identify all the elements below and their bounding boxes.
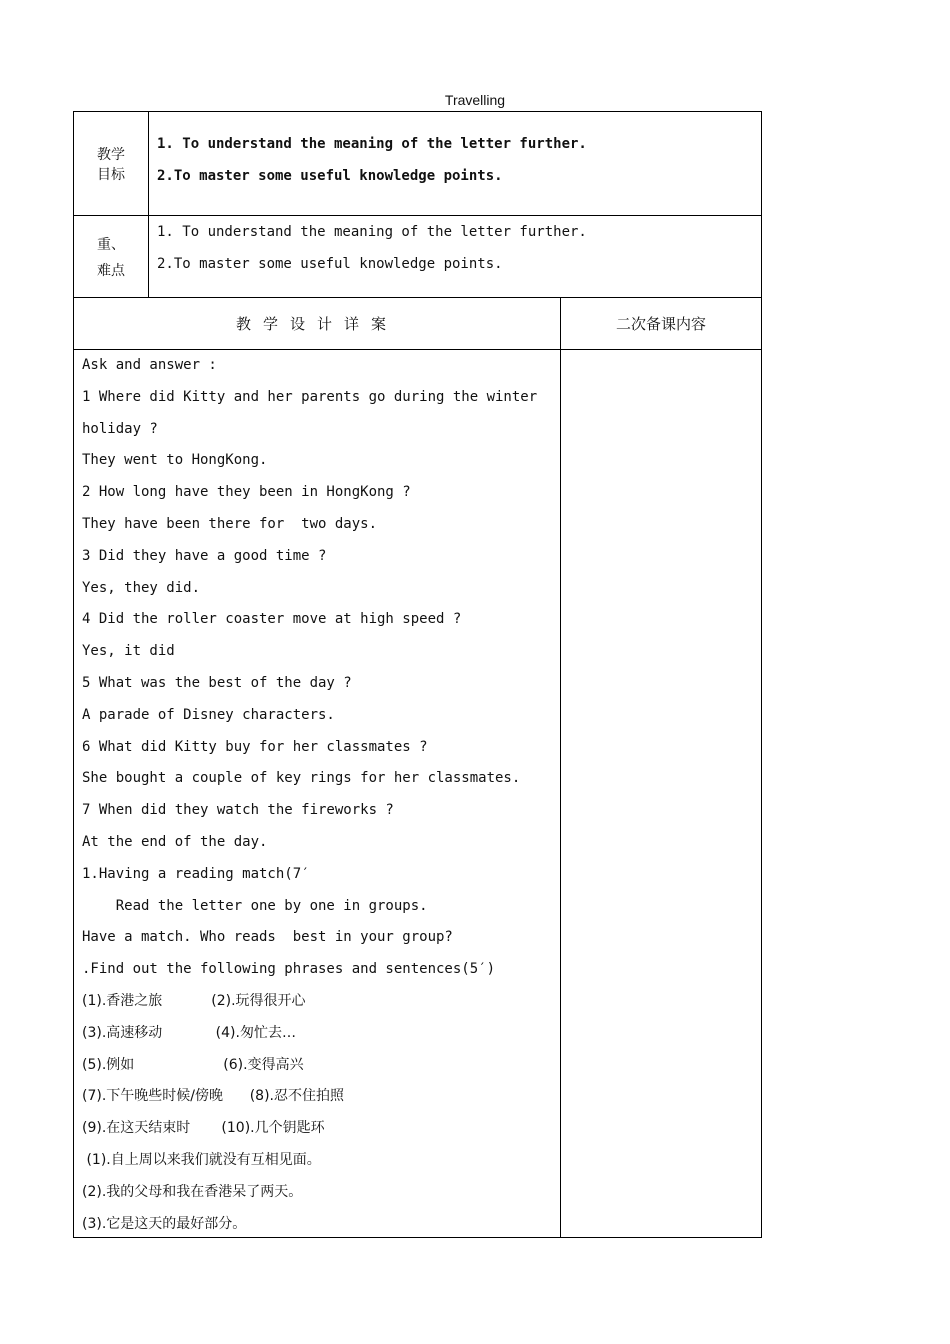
design-body-row — [74, 350, 761, 1237]
body-line: (1).自上周以来我们就没有互相见面。 — [82, 1151, 321, 1168]
body-line: 7 When did they watch the fireworks ? — [82, 802, 394, 819]
design-body-left — [74, 350, 561, 1237]
objectives-label — [74, 112, 149, 215]
key-points-content — [157, 216, 753, 280]
key-points-label-line1: 重、 — [97, 236, 125, 253]
body-line: Yes, they did. — [82, 579, 201, 596]
objective-line: 1. To understand the meaning of the letter further. — [157, 136, 587, 152]
body-line: (3).它是这天的最好部分。 — [82, 1215, 247, 1232]
body-line: (9).在这天结束时 (10).几个钥匙环 — [82, 1120, 325, 1137]
body-line: Read the letter one by one in groups. — [82, 897, 428, 914]
body-line: At the end of the day. — [82, 833, 268, 850]
objectives-content — [157, 128, 753, 192]
body-line: They have been there for two days. — [82, 515, 378, 532]
body-line: (7).下午晚些时候/傍晚 (8).忍不住拍照 — [82, 1088, 344, 1105]
body-line: .Find out the following phrases and sentences(5′) — [82, 961, 496, 978]
body-line: 4 Did the roller coaster move at high speed ? — [82, 611, 462, 628]
body-line: Have a match. Who reads best in your group? — [82, 929, 453, 946]
key-points-row — [74, 216, 761, 298]
body-line: 1 Where did Kitty and her parents go during the winter — [82, 388, 538, 405]
page-title: Travelling — [444, 92, 506, 108]
body-line: (3).高速移动 (4).匆忙去… — [82, 1024, 296, 1041]
body-line: They went to HongKong. — [82, 452, 268, 469]
body-line: 3 Did they have a good time ? — [82, 547, 327, 564]
body-line: (2).我的父母和我在香港呆了两天。 — [82, 1183, 303, 1200]
objective-line: 2.To master some useful knowledge points. — [157, 168, 503, 184]
body-line: (5).例如 (6).变得高兴 — [82, 1056, 304, 1073]
body-line: 2 How long have they been in HongKong ? — [82, 484, 411, 501]
body-line: A parade of Disney characters. — [82, 706, 335, 723]
objectives-row — [74, 112, 761, 216]
body-line: (1).香港之旅 (2).玩得很开心 — [82, 992, 306, 1009]
key-points-label-line2: 难点 — [97, 262, 125, 279]
key-point-line: 1. To understand the meaning of the letter further. — [157, 224, 587, 240]
key-points-label — [74, 216, 149, 297]
body-line: Ask and answer : — [82, 357, 217, 373]
body-line: holiday ? — [82, 420, 158, 437]
body-line: 5 What was the best of the day ? — [82, 674, 352, 691]
body-line: 6 What did Kitty buy for her classmates ? — [82, 738, 428, 755]
body-line: Yes, it did — [82, 643, 175, 660]
key-point-line: 2.To master some useful knowledge points. — [157, 256, 503, 272]
objectives-label-line1: 教学 — [97, 146, 125, 163]
design-header-left: 教学设计详案 — [74, 298, 561, 349]
objectives-label-line2: 目标 — [97, 166, 125, 183]
body-line: 1.Having a reading match(7′ — [82, 865, 310, 882]
lesson-plan-table — [73, 111, 762, 1238]
design-header-right: 二次备课内容 — [615, 315, 706, 333]
body-line: She bought a couple of key rings for her classmates. — [82, 770, 521, 787]
body-lines — [82, 350, 556, 1240]
design-header-row — [74, 298, 761, 350]
